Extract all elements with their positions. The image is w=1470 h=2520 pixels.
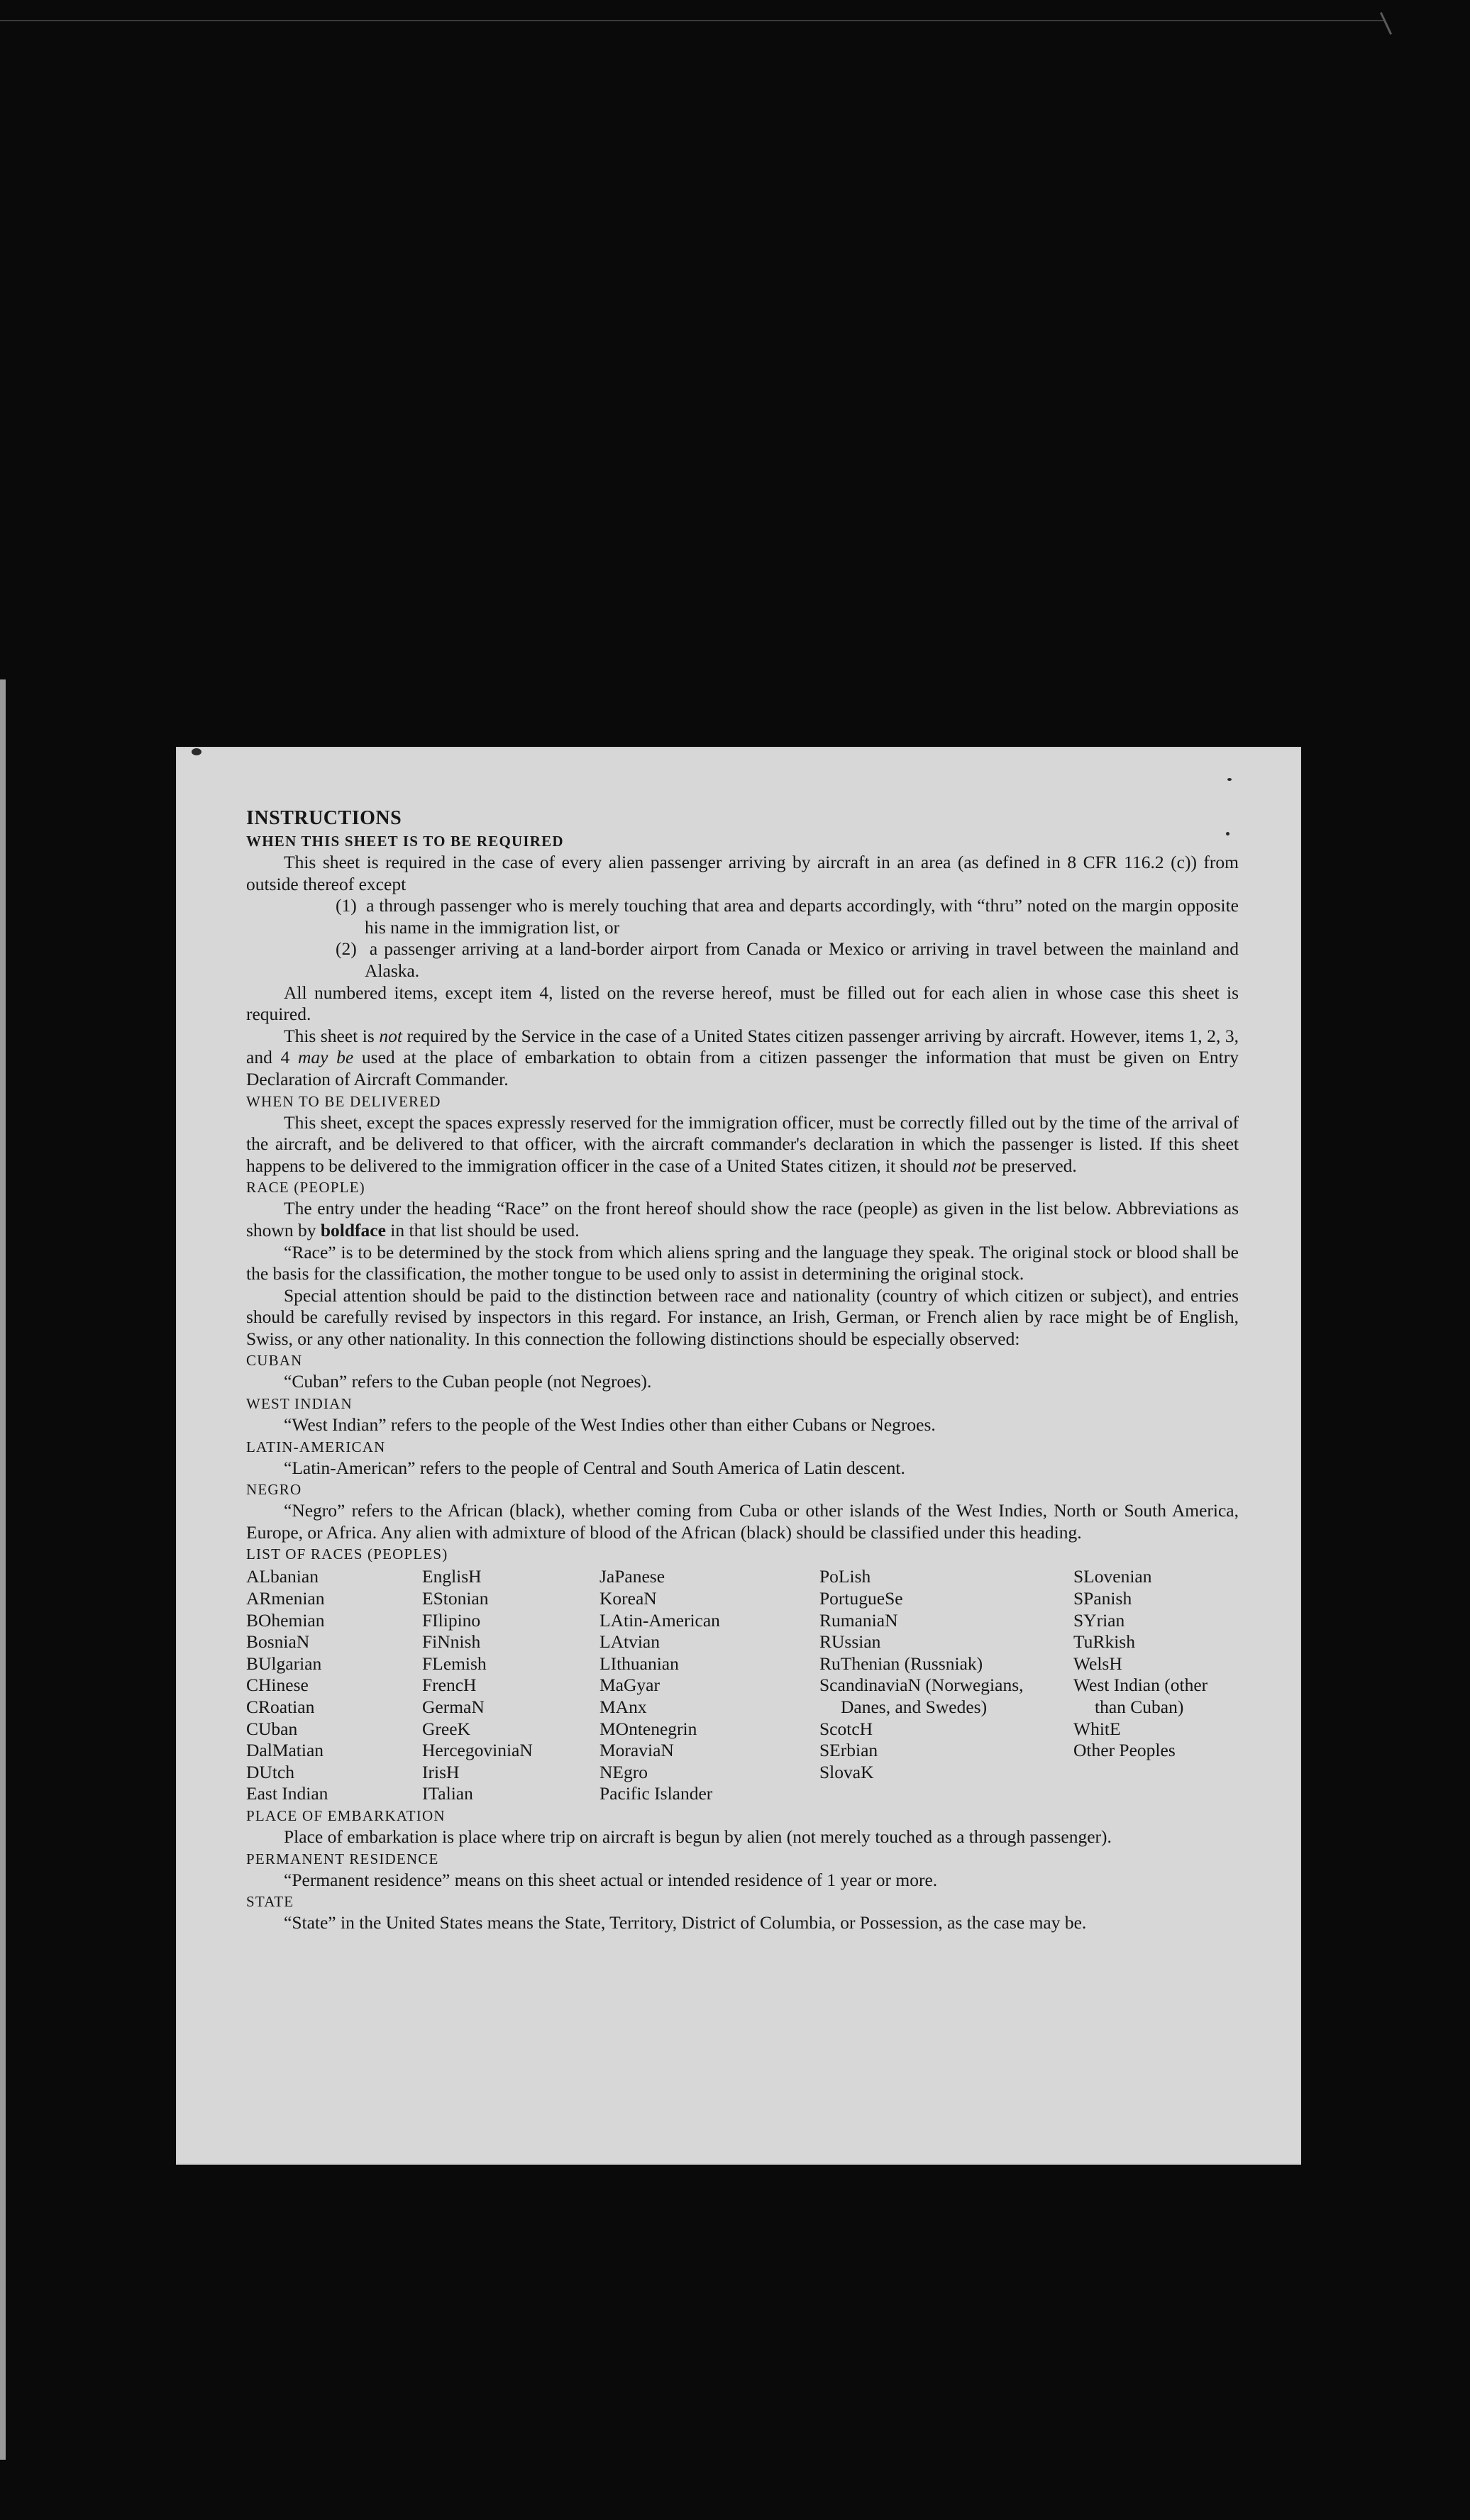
heading-when-delivered: WHEN TO BE DELIVERED (246, 1092, 441, 1110)
scan-top-rule (0, 20, 1383, 21)
race-entry: SPanish (1073, 1588, 1132, 1609)
race-entry: GermaN (422, 1697, 485, 1717)
race-entry: KoreaN (599, 1588, 657, 1609)
paper-speck (1226, 832, 1229, 836)
race-entry: RumaniaN (819, 1609, 898, 1631)
scan-corner-mark (1380, 12, 1392, 35)
race-entry: EStonian (422, 1588, 489, 1609)
race-entry: MoraviaN (599, 1740, 674, 1761)
race-entry: ARmenian (246, 1588, 325, 1609)
race-entry: FIlipino (422, 1609, 481, 1631)
heading-races-list: LIST OF RACES (PEOPLES) (246, 1545, 448, 1563)
definition-negro: “Negro” refers to the African (black), whether coming from Cuba or other islands of the West Indies, North or South America, Europe, or Africa. Any alien with admixture of blood of the African (black) should be classified under this heading. (246, 1500, 1239, 1543)
race-entry: WhitE (1073, 1718, 1121, 1739)
race-entry: TuRkish (1073, 1631, 1135, 1653)
race-entry: BUlgarian (246, 1653, 322, 1674)
paragraph-race-nationality: Special attention should be paid to the distinction between race and nationality (country of which citizen or subject), and entries should be carefully revised by inspectors in this regard. For instance, an Irish, German, or French alien by race might be of English, Swiss, or any other nationality. In this connection the following distinctions should be especially observed: (246, 1284, 1239, 1349)
race-entry: FrencH (422, 1675, 477, 1696)
heading-permanent-residence: PERMANENT RESIDENCE (246, 1850, 439, 1867)
heading-when-required: WHEN THIS SHEET IS TO BE REQUIRED (246, 833, 564, 850)
race-entry: DUtch (246, 1761, 294, 1782)
race-entry: BOhemian (246, 1609, 325, 1631)
race-entry: FiNnish (422, 1631, 481, 1653)
race-entry: RuThenian (Russniak) (819, 1653, 983, 1674)
race-entry: BosniaN (246, 1631, 310, 1653)
definition-latin-american: “Latin-American” refers to the people of Central and South America of Latin descent. (284, 1457, 905, 1478)
race-entry: MaGyar (599, 1675, 660, 1696)
races-list (246, 1566, 1239, 1805)
races-column-2 (422, 1566, 599, 1805)
definition-embarkation: Place of embarkation is place where trip on aircraft is begun by alien (not merely touched as a through passenger). (284, 1826, 1112, 1847)
paragraph-numbered-items: All numbered items, except item 4, listed on the reverse hereof, must be filled out for each alien in whose case this sheet is required. (246, 982, 1239, 1025)
races-column-4 (819, 1566, 1073, 1805)
race-entry: SlovaK (819, 1761, 874, 1782)
paper-speck (1227, 778, 1232, 781)
race-entry: ScandinaviaN (Norwegians, Danes, and Swedes) (819, 1675, 1024, 1717)
races-column-3 (599, 1566, 819, 1805)
race-entry: ALbanian (246, 1566, 319, 1587)
race-entry: East Indian (246, 1783, 328, 1804)
race-entry: West Indian (other than Cuban) (1073, 1675, 1208, 1717)
race-entry: CRoatian (246, 1697, 315, 1717)
race-entry: JaPanese (599, 1566, 665, 1587)
definition-permanent-residence: “Permanent residence” means on this sheet actual or intended residence of 1 year or more. (284, 1869, 938, 1890)
heading-race: RACE (PEOPLE) (246, 1179, 365, 1197)
exception-item-1: (1) a through passenger who is merely touching that area and departs accordingly, with “thru” noted on the margin opposite his name in the immigration list, or (336, 895, 1239, 938)
race-entry: IrisH (422, 1761, 460, 1782)
exception-item-2: (2) a passenger arriving at a land-border airport from Canada or Mexico or arriving in travel between the mainland and Alaska. (336, 938, 1239, 981)
instruction-sheet (177, 748, 1300, 2163)
race-entry: FLemish (422, 1653, 487, 1674)
race-entry: Pacific Islander (599, 1783, 713, 1804)
race-entry: RUssian (819, 1631, 881, 1653)
race-entry: PortugueSe (819, 1588, 903, 1609)
heading-state: STATE (246, 1893, 294, 1911)
heading-west-indian: WEST INDIAN (246, 1395, 353, 1413)
paragraph-race-entry: The entry under the heading “Race” on the front hereof should show the race (people) as given in the list below. Abbreviations as shown by boldface in that list should be used. (246, 1198, 1239, 1240)
race-entry: LAtvian (599, 1631, 660, 1653)
heading-cuban: CUBAN (246, 1352, 303, 1370)
race-entry: CHinese (246, 1675, 309, 1696)
race-entry: SLovenian (1073, 1566, 1152, 1587)
race-entry: Other Peoples (1073, 1740, 1176, 1761)
race-entry: MOntenegrin (599, 1718, 697, 1739)
race-entry: GreeK (422, 1718, 470, 1739)
paper-tear-mark (192, 748, 201, 755)
race-entry: DalMatian (246, 1740, 324, 1761)
paragraph-intro: This sheet is required in the case of every alien passenger arriving by aircraft in an area (as defined in 8 CFR 116.2 (c)) from outside thereof except (246, 852, 1239, 894)
race-entry: CUban (246, 1718, 298, 1739)
race-entry: ScotcH (819, 1718, 873, 1739)
heading-embarkation: PLACE OF EMBARKATION (246, 1806, 446, 1824)
race-entry: LAtin-American (599, 1609, 720, 1631)
heading-latin-american: LATIN-AMERICAN (246, 1438, 386, 1455)
page-title: INSTRUCTIONS (246, 807, 402, 829)
race-entry: SYrian (1073, 1609, 1125, 1631)
race-entry: MAnx (599, 1697, 647, 1717)
definition-state: “State” in the United States means the State, Territory, District of Columbia, or Possession, as the case may be. (284, 1912, 1087, 1933)
heading-negro: NEGRO (246, 1481, 302, 1499)
race-entry: WelsH (1073, 1653, 1122, 1674)
paragraph-citizen: This sheet is not required by the Service in the case of a United States citizen passenger arriving by aircraft. However, items 1, 2, 3, and 4 may be used at the place of embarkation to obtain from a citizen passenger the information that must be given on Entry Declaration of Aircraft Commander. (246, 1025, 1239, 1089)
race-entry: PoLish (819, 1566, 871, 1587)
races-column-5 (1073, 1566, 1229, 1805)
race-entry: HercegoviniaN (422, 1740, 533, 1761)
adjacent-page-edge (0, 679, 6, 2460)
race-entry: NEgro (599, 1761, 648, 1782)
race-entry: EnglisH (422, 1566, 482, 1587)
paragraph-race-stock: “Race” is to be determined by the stock from which aliens spring and the language they speak. The original stock or blood shall be the basis for the classification, the mother tongue to be used only to assist in determining the original stock. (246, 1241, 1239, 1284)
definition-cuban: “Cuban” refers to the Cuban people (not Negroes). (284, 1371, 652, 1392)
races-column-1 (246, 1566, 422, 1805)
race-entry: SErbian (819, 1740, 878, 1761)
race-entry: LIthuanian (599, 1653, 679, 1674)
race-entry: ITalian (422, 1783, 473, 1804)
definition-west-indian: “West Indian” refers to the people of the West Indies other than either Cubans or Negroes. (284, 1414, 936, 1436)
paragraph-delivery: This sheet, except the spaces expressly reserved for the immigration officer, must be correctly filled out by the time of the arrival of the aircraft, and be delivered to that officer, with the aircraft commander's declaration in which the passenger is listed. If this sheet happens to be delivered to the immigration officer in the case of a United States citizen, it should not be preserved. (246, 1111, 1239, 1176)
